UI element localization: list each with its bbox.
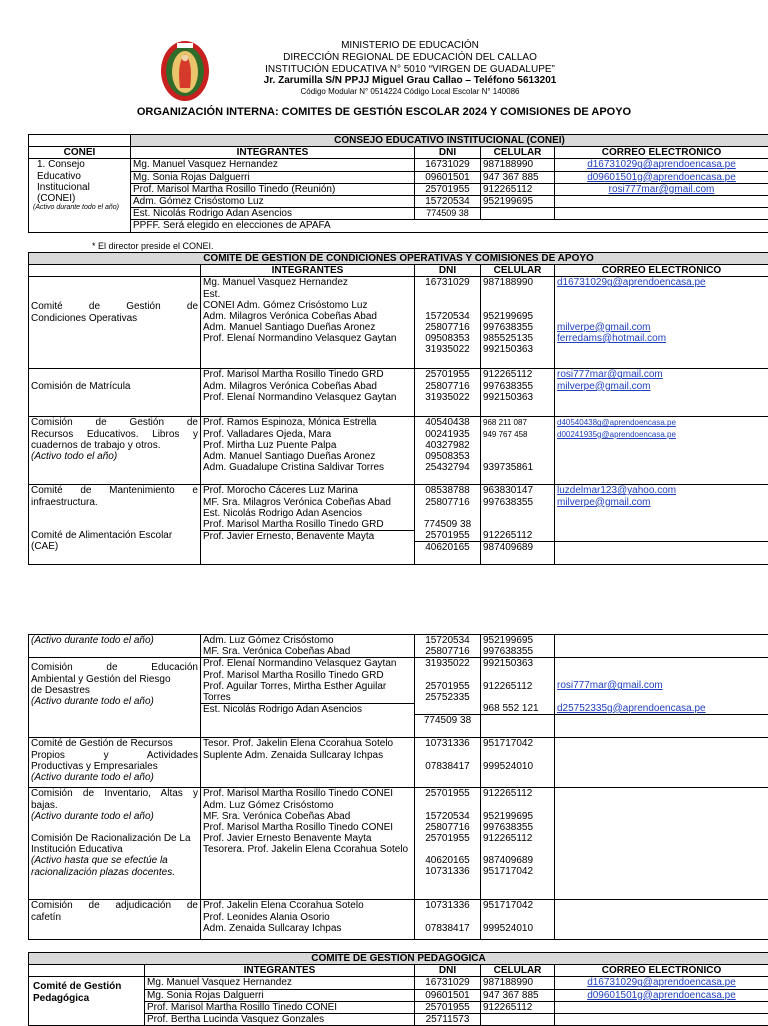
document-title: ORGANIZACIÓN INTERNA: COMITES DE GESTIÓN ESCOLAR 2024 Y COMISIONES DE APOYO bbox=[0, 106, 768, 118]
table-row bbox=[29, 738, 768, 788]
table-row bbox=[29, 788, 768, 900]
member-name: Mg. Manuel Vasquez Hernandez bbox=[131, 159, 415, 171]
member-dni: 15720534 bbox=[417, 311, 478, 322]
member-name: Adm. Manuel Santiago Dueñas Aronez bbox=[203, 451, 412, 462]
member-name: Prof. Marisol Martha Rosillo Tinedo CONEI bbox=[145, 1001, 415, 1013]
col-integrantes: INTEGRANTES bbox=[145, 965, 415, 977]
member-cel: 952199695 bbox=[483, 811, 552, 822]
member-name: Mg. Sonia Rojas Dalguerri bbox=[131, 171, 415, 183]
member-cel: 951717042 bbox=[483, 900, 552, 911]
table-row bbox=[29, 900, 768, 940]
member-email bbox=[555, 196, 768, 208]
group-label: Comisión de Inventario, Altas y bbox=[31, 788, 198, 799]
member-cel: 997638355 bbox=[483, 822, 552, 833]
table-row bbox=[29, 183, 768, 195]
member-name: Est. Nicolás Rodrigo Adan Asencios bbox=[131, 208, 415, 220]
group-label: bajas. bbox=[31, 800, 198, 811]
member-email-link[interactable]: rosi777mar@gmail.com bbox=[557, 680, 663, 691]
member-dni: 25701955 bbox=[417, 369, 478, 380]
member-dni: 25701955 bbox=[417, 681, 478, 692]
member-cel bbox=[481, 208, 555, 220]
member-email-link[interactable]: d16731029g@aprendoencasa.pe bbox=[557, 277, 706, 288]
member-dni: 25807716 bbox=[417, 646, 478, 657]
member-name: Prof. Aguilar Torres, Mirtha Esther Aguilar Torres bbox=[203, 681, 412, 703]
member-cel: 999524010 bbox=[483, 761, 552, 772]
member-cel: 987188990 bbox=[481, 977, 555, 989]
member-cel: 912265112 bbox=[481, 183, 555, 195]
member-dni: 40620165 bbox=[417, 855, 478, 866]
member-name: Mg. Sonia Rojas Dalguerri bbox=[145, 989, 415, 1001]
pedagogica-table bbox=[28, 952, 768, 1026]
member-cel: 997638355 bbox=[483, 381, 552, 392]
member-name: Mg. Manuel Vasquez Hernandez bbox=[145, 977, 415, 989]
member-name: Prof. Leonides Alania Osorio bbox=[203, 912, 412, 923]
pedagogica-label: Comité de Gestión Pedagógica bbox=[29, 977, 145, 1026]
table-row bbox=[29, 485, 768, 565]
member-dni: 40327982 bbox=[417, 440, 478, 451]
conei-label-header: CONEI bbox=[29, 147, 131, 159]
member-email-link[interactable]: d16731029g@aprendoencasa.pe bbox=[587, 159, 736, 170]
member-name: MF. Sra. Milagros Verónica Cobeñas Abad bbox=[203, 497, 412, 508]
member-name: PPFF. Será elegido en elecciones de APAFA bbox=[131, 220, 768, 232]
group-label: Comisión de Matrícula bbox=[29, 369, 201, 417]
table-row bbox=[29, 220, 768, 232]
member-name: Adm. Manuel Santiago Dueñas Aronez bbox=[203, 322, 412, 333]
member-name: Prof. Javier Ernesto, Benavente Mayta bbox=[201, 530, 414, 542]
member-cel: 952199695 bbox=[481, 196, 555, 208]
member-email-link[interactable]: milverpe@gmail.com bbox=[557, 381, 651, 392]
member-cel: 999524010 bbox=[483, 923, 552, 934]
table-row bbox=[29, 369, 768, 417]
member-dni: 31935022 bbox=[417, 344, 478, 355]
member-name: Prof. Bertha Lucinda Vasquez Gonzales bbox=[145, 1014, 415, 1026]
member-dni: 31935022 bbox=[417, 392, 478, 403]
group-label-note: (Activo durante todo el año) bbox=[31, 696, 198, 707]
member-cel: 947 367 885 bbox=[481, 171, 555, 183]
member-name: Adm. Luz Gómez Crisóstomo bbox=[203, 800, 412, 811]
member-name: CONEI Adm. Gómez Crisóstomo Luz bbox=[203, 300, 412, 311]
school-logo-icon bbox=[160, 40, 210, 102]
col-integrantes: INTEGRANTES bbox=[201, 265, 415, 277]
member-dni: 09601501 bbox=[415, 989, 481, 1001]
header-line-direction: DIRECCIÓN REGIONAL DE EDUCACIÓN DEL CALLAO bbox=[210, 52, 610, 64]
group-label: infraestructura. bbox=[31, 497, 198, 508]
member-dni: 15720534 bbox=[417, 635, 478, 646]
member-dni: 09508353 bbox=[417, 451, 478, 462]
member-name: Adm. Guadalupe Cristina Saldivar Torres bbox=[203, 462, 412, 473]
col-celular: CELULAR bbox=[481, 965, 555, 977]
member-email-link[interactable]: d40540438g@aprendoencasa.pe bbox=[557, 418, 676, 427]
member-email-link[interactable]: rosi777mar@gmail.com bbox=[609, 184, 715, 195]
member-cel: 912265112 bbox=[483, 788, 552, 799]
conei-label-note: (Activo durante todo el año) bbox=[33, 204, 128, 212]
table-row bbox=[29, 658, 768, 738]
table-row bbox=[29, 417, 768, 485]
member-email-link[interactable]: luzdelmar123@yahoo.com bbox=[557, 485, 676, 496]
member-dni: 09508353 bbox=[417, 333, 478, 344]
member-dni: 25807716 bbox=[417, 322, 478, 333]
group-label-note: (Activo durante todo el año) bbox=[31, 772, 198, 783]
member-dni: 25807716 bbox=[417, 497, 478, 508]
table-row bbox=[29, 171, 768, 183]
member-cel: 968 552 121 bbox=[483, 703, 552, 714]
table-row bbox=[29, 208, 768, 220]
col-dni: DNI bbox=[415, 965, 481, 977]
group-label: cuadernos de trabajo y otros. bbox=[31, 440, 198, 451]
header-line-address: Jr. Zarumilla S/N PPJJ Miguel Grau Callao – Teléfono 5613201 bbox=[210, 75, 610, 87]
member-name: Est. Nicolás Rodrigo Adan Asencios bbox=[203, 508, 412, 519]
member-cel: 992150363 bbox=[483, 344, 552, 355]
member-cel: 992150363 bbox=[483, 392, 552, 403]
member-cel: 987409689 bbox=[481, 541, 554, 553]
table-row bbox=[29, 159, 768, 171]
member-cel: 952199695 bbox=[483, 311, 552, 322]
member-email-link[interactable]: d09601501g@aprendoencasa.pe bbox=[587, 990, 736, 1001]
member-dni: 25701955 bbox=[415, 183, 481, 195]
member-cel: 912265112 bbox=[483, 681, 552, 692]
member-dni: 774509 38 bbox=[415, 714, 480, 726]
member-name: Prof. Marisol Martha Rosillo Tinedo CONEI bbox=[203, 822, 412, 833]
member-email-link[interactable]: d25752335g@aprendoencasa.pe bbox=[557, 703, 706, 714]
member-dni: 25432794 bbox=[417, 462, 478, 473]
col-dni: DNI bbox=[415, 147, 481, 159]
member-cel: 947 367 885 bbox=[481, 989, 555, 1001]
member-name: MF. Sra. Verónica Cobeñas Abad bbox=[203, 811, 412, 822]
member-cel: 987188990 bbox=[483, 277, 552, 288]
member-email-link[interactable]: milverpe@gmail.com bbox=[557, 322, 651, 333]
header-line-institution: INSTITUCIÓN EDUCATIVA N° 5010 “VIRGEN DE GUADALUPE” bbox=[210, 64, 610, 76]
member-dni: 09601501 bbox=[415, 171, 481, 183]
member-cel: 997638355 bbox=[483, 322, 552, 333]
group-label: Comisión de Educación bbox=[31, 662, 198, 673]
member-dni: 16731029 bbox=[415, 159, 481, 171]
table-row bbox=[29, 635, 768, 658]
member-dni: 25701955 bbox=[415, 1001, 481, 1013]
conei-table bbox=[28, 134, 768, 233]
member-dni: 10731336 bbox=[417, 900, 478, 911]
member-cel: 992150363 bbox=[483, 658, 552, 669]
group-label-note: (Activo durante todo el año) bbox=[31, 811, 198, 822]
member-name: Prof. Marisol Martha Rosillo Tinedo (Reunión) bbox=[131, 183, 415, 195]
pedagogica-title: COMITÉ DE GESTIÓN PEDAGÓGICA bbox=[29, 953, 768, 965]
group-label-note: (Activo durante todo el año) bbox=[29, 635, 201, 658]
member-dni: 10731336 bbox=[417, 866, 478, 877]
col-integrantes: INTEGRANTES bbox=[131, 147, 415, 159]
member-cel: 949 767 458 bbox=[483, 429, 552, 440]
member-dni: 40540438 bbox=[417, 417, 478, 428]
member-cel: 912265112 bbox=[481, 1001, 555, 1013]
member-dni: 25701955 bbox=[417, 530, 478, 541]
member-cel: 997638355 bbox=[483, 497, 552, 508]
member-cel: 997638355 bbox=[483, 646, 552, 657]
member-dni: 774509 38 bbox=[415, 208, 481, 220]
conei-footnote: * El director preside el CONEI. bbox=[92, 241, 214, 251]
group-label: Comité de Gestión de Recursos bbox=[31, 738, 198, 749]
member-name: Mg. Manuel Vasquez Hernandez bbox=[203, 277, 412, 288]
member-dni: 25807716 bbox=[417, 822, 478, 833]
member-name: Tesor. Prof. Jakelin Elena Ccorahua Sotelo bbox=[203, 738, 412, 749]
member-name: Est. Nicolás Rodrigo Adan Asencios bbox=[201, 703, 414, 715]
member-name: MF. Sra. Verónica Cobeñas Abad bbox=[203, 646, 412, 657]
col-celular: CELULAR bbox=[481, 265, 555, 277]
col-correo: CORREO ELECTRÓNICO bbox=[555, 265, 768, 277]
group-label: Ambiental y Gestión del Riesgo bbox=[31, 674, 198, 685]
member-email-link[interactable]: milverpe@gmail.com bbox=[557, 497, 651, 508]
table-row bbox=[29, 196, 768, 208]
member-email-link[interactable]: d09601501g@aprendoencasa.pe bbox=[587, 172, 736, 183]
table-row bbox=[29, 277, 768, 369]
member-dni: 25701955 bbox=[417, 833, 478, 844]
member-cel: 952199695 bbox=[483, 635, 552, 646]
header-line-ministry: MINISTERIO DE EDUCACIÓN bbox=[210, 40, 610, 52]
member-email-link[interactable]: d16731029g@aprendoencasa.pe bbox=[587, 977, 736, 988]
group-label-note: (Activo hasta que se efectúe la racionalización plazas docentes. bbox=[31, 855, 198, 877]
condiciones-title: COMITE DE GESTION DE CONDICIONES OPERATIVAS Y COMISIONES DE APOYO bbox=[29, 253, 768, 265]
member-email bbox=[555, 208, 768, 220]
member-dni: 10731336 bbox=[417, 738, 478, 749]
group-label: Comisión De Racionalización De La Institución Educativa bbox=[31, 833, 198, 855]
group-label: Recursos Educativos. Libros y bbox=[31, 429, 198, 440]
group-label: Propios y Actividades bbox=[31, 750, 198, 761]
member-dni: 08538788 bbox=[417, 485, 478, 496]
member-dni: 07838417 bbox=[417, 761, 478, 772]
member-dni: 774509 38 bbox=[417, 519, 478, 530]
condiciones-table bbox=[28, 252, 768, 565]
group-label: Comité de Gestión de bbox=[31, 301, 198, 312]
member-name: Tesorera. Prof. Jakelin Elena Ccorahua Sotelo bbox=[203, 844, 412, 855]
member-dni: 07838417 bbox=[417, 923, 478, 934]
group-label: de Desastres bbox=[31, 685, 198, 696]
member-name: Prof. Marisol Martha Rosillo Tinedo GRD bbox=[203, 519, 412, 530]
group-label: Productivas y Empresariales bbox=[31, 761, 198, 772]
member-dni: 16731029 bbox=[415, 977, 481, 989]
member-cel: 912265112 bbox=[483, 530, 552, 541]
member-name: Suplente Adm. Zenaida Sullcaray Ichpas bbox=[203, 750, 412, 761]
member-dni: 16731029 bbox=[417, 277, 478, 288]
member-name: Prof. Marisol Martha Rosillo Tinedo CONEI bbox=[203, 788, 412, 799]
member-name: Prof. Mirtha Luz Puente Palpa bbox=[203, 440, 412, 451]
group-label: Comité de Mantenimiento e bbox=[31, 485, 198, 496]
member-name: Prof. Morocho Cáceres Luz Marina bbox=[203, 485, 412, 496]
member-cel: 987409689 bbox=[483, 855, 552, 866]
member-name: Prof. Marisol Martha Rosillo Tinedo GRD bbox=[203, 670, 412, 681]
member-name: Prof. Marisol Martha Rosillo Tinedo GRD bbox=[203, 369, 412, 380]
group-label-note: (Activo todo el año) bbox=[31, 451, 198, 462]
member-dni: 31935022 bbox=[417, 658, 478, 669]
member-dni: 25701955 bbox=[417, 788, 478, 799]
member-dni: 25807716 bbox=[417, 381, 478, 392]
col-dni: DNI bbox=[415, 265, 481, 277]
member-name: Prof. Valladares Ojeda, Mara bbox=[203, 429, 412, 440]
col-correo: CORREO ELECTRÓNICO bbox=[555, 965, 768, 977]
group-label: Comité de Alimentación Escolar (CAE) bbox=[31, 530, 198, 552]
member-dni: 15720534 bbox=[415, 196, 481, 208]
col-correo: CORREO ELECTRÓNICO bbox=[555, 147, 768, 159]
member-cel: 963830147 bbox=[483, 485, 552, 496]
member-dni: 00241935 bbox=[417, 429, 478, 440]
member-cel: 912265112 bbox=[483, 369, 552, 380]
member-name: Prof. Jakelin Elena Ccorahua Sotelo bbox=[203, 900, 412, 911]
member-cel: 939735861 bbox=[483, 462, 552, 473]
member-dni: 40620165 bbox=[415, 541, 480, 553]
member-name: Adm. Milagros Verónica Cobeñas Abad bbox=[203, 311, 412, 322]
member-cel: 985525135 bbox=[483, 333, 552, 344]
member-name: Prof. Ramos Espinoza, Mónica Estrella bbox=[203, 417, 412, 428]
col-celular: CELULAR bbox=[481, 147, 555, 159]
member-dni: 25711573 bbox=[415, 1014, 481, 1026]
member-email-link[interactable]: rosi777mar@gmail.com bbox=[557, 369, 663, 380]
member-email-link[interactable]: ferredams@hotmail.com bbox=[557, 333, 666, 344]
member-cel: 951717042 bbox=[483, 738, 552, 749]
conei-title: CONSEJO EDUCATIVO INSTITUCIONAL (CONEI) bbox=[131, 135, 768, 147]
group-label: Comisión de Gestión de bbox=[31, 417, 198, 428]
conei-label: 1. Consejo Educativo Institucional (CONEI) bbox=[33, 159, 128, 204]
member-email-link[interactable]: d00241935g@aprendoencasa.pe bbox=[557, 430, 676, 439]
table-row bbox=[29, 977, 768, 989]
member-name: Prof. Elenaí Normandino Velasquez Gaytan bbox=[203, 333, 412, 344]
member-name: Prof. Javier Ernesto Benavente Mayta bbox=[203, 833, 412, 844]
member-name: Adm. Luz Gómez Crisóstomo bbox=[203, 635, 412, 646]
member-name: Adm. Zenaida Sullcaray Ichpas bbox=[203, 923, 412, 934]
condiciones-table-continued bbox=[28, 634, 768, 940]
member-name: Adm. Gómez Crisóstomo Luz bbox=[131, 196, 415, 208]
member-name: Prof. Elenaí Normandino Velasquez Gaytan bbox=[203, 392, 412, 403]
group-label: Condiciones Operativas bbox=[31, 313, 198, 324]
header-line-codes: Código Modular N° 0514224 Código Local Escolar N° 140086 bbox=[210, 86, 610, 98]
member-dni: 15720534 bbox=[417, 811, 478, 822]
group-label: Comisión de adjudicación de bbox=[31, 900, 198, 911]
member-cel: 968 211 087 bbox=[483, 417, 552, 428]
member-cel: 987188990 bbox=[481, 159, 555, 171]
member-cel: 951717042 bbox=[483, 866, 552, 877]
member-dni: 25752335 bbox=[417, 692, 478, 703]
member-cel: 912265112 bbox=[483, 833, 552, 844]
member-name: Adm. Milagros Verónica Cobeñas Abad bbox=[203, 381, 412, 392]
group-label: cafetín bbox=[31, 912, 198, 923]
member-name: Prof. Elenaí Normandino Velasquez Gaytan bbox=[203, 658, 412, 669]
member-name: Est. bbox=[203, 289, 412, 300]
